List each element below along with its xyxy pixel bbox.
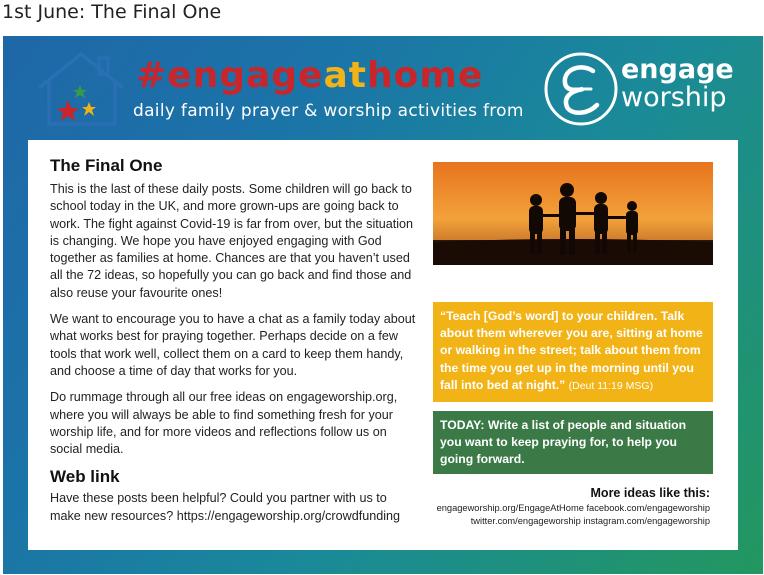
engage-worship-wordmark: [621, 56, 761, 112]
wordmark-engage: engage: [621, 54, 734, 85]
more-ideas-title: More ideas like this:: [590, 486, 710, 500]
link-twitter[interactable]: twitter.com/engageworship: [470, 516, 581, 526]
post-image-card: [3, 36, 763, 574]
more-ideas-links-row1: [418, 502, 710, 515]
content-panel: [28, 140, 738, 550]
wordmark-worship: worship: [621, 82, 727, 113]
page-heading: 1st June: The Final One: [2, 1, 222, 23]
link-instagram[interactable]: instagram.com/engageworship: [583, 516, 710, 526]
title-part-engage: #engage: [136, 55, 324, 96]
banner: [3, 36, 763, 146]
title-part-home: home: [366, 55, 484, 96]
banner-tagline: daily family prayer & worship activities from: [133, 101, 524, 121]
article-title: The Final One: [50, 156, 163, 175]
article-paragraph: Do rummage through all our free ideas on engageworship.org, where you will always be able to find something fresh for your worship life, and for more videos and reflections follow us on social media.: [50, 390, 398, 457]
family-silhouette-sunset-image: [433, 162, 713, 265]
article-column: [50, 156, 420, 534]
more-ideas-section: [418, 486, 710, 528]
house-icon: [33, 48, 129, 130]
link-engageathome[interactable]: engageworship.org/EngageAtHome: [436, 503, 584, 513]
weblink-heading: Web link: [50, 467, 120, 487]
article-paragraph: This is the last of these daily posts. Some children will go back to school today in the UK, and more grown-ups are going back to work. The fight against Covid-19 is far from over, but the situation is changing. We hope you have enjoyed engaging with God together as families at home. Chances are that you haven’t used all the 72 ideas, so hopefully you can go back and find those and also reuse your favourite ones!: [50, 182, 414, 300]
title-part-at: at: [323, 55, 367, 96]
weblink-text: Have these posts been helpful? Could you partner with us to make new resources? https://engageworship.org/crowdfunding: [50, 491, 401, 523]
link-facebook[interactable]: facebook.com/engageworship: [586, 503, 710, 513]
today-activity-box: TODAY: Write a list of people and situation you want to keep praying for, to help you going forward.: [433, 411, 713, 474]
engage-at-home-title: [136, 54, 483, 98]
engage-worship-logo-icon: [543, 51, 619, 127]
quote-text: “Teach [God’s word] to your children. Talk about them wherever you are, sitting at home or walking in the street; talk about them from the time you get up in the morning until you fall into bed at night.”: [440, 309, 703, 392]
article-paragraph: We want to encourage you to have a chat as a family today about what works best for praying together. Perhaps decide on a few tools that work well, collect them on a card to keep them handy, and choose a time of day that works for you.: [50, 312, 416, 378]
more-ideas-links-row2: [418, 515, 710, 528]
quote-reference: (Deut 11:19 MSG): [568, 379, 654, 392]
scripture-quote-box: [433, 302, 713, 402]
